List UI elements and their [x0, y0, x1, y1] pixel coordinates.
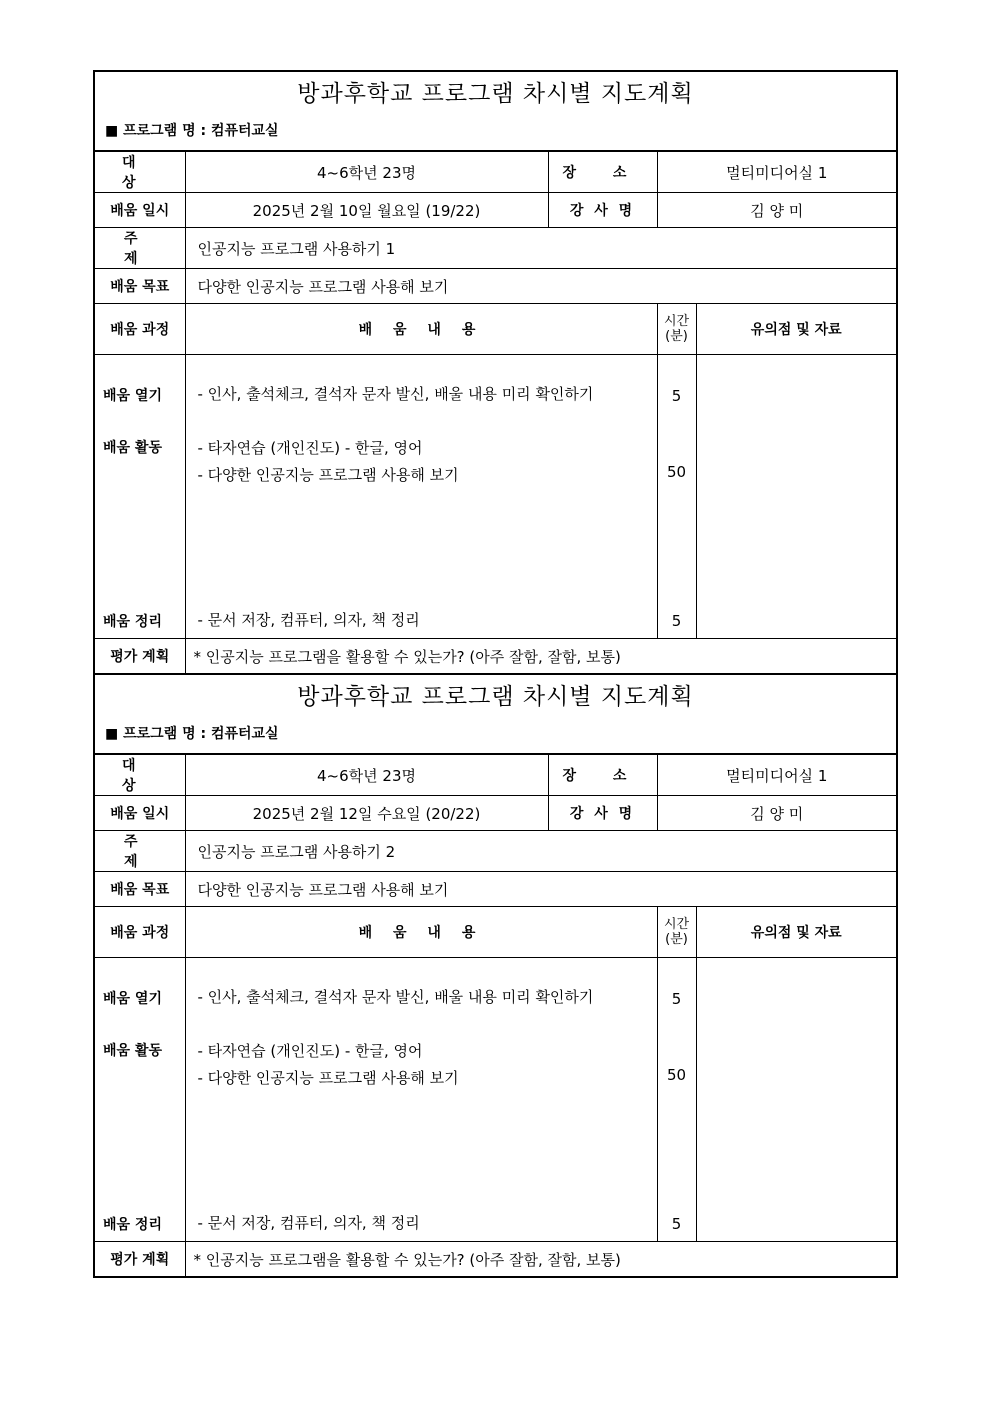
eval-label: 평가 계획 — [95, 1242, 185, 1277]
time-activity: 50 — [666, 1066, 687, 1084]
eval-value: * 인공지능 프로그램을 활용할 수 있는가? (아주 잘함, 잘함, 보통) — [185, 639, 896, 674]
content-activity-1: - 타자연습 (개인진도) - 한글, 영어 — [197, 1042, 423, 1060]
instructor-value: 김 양 미 — [657, 193, 896, 228]
eval-value: * 인공지능 프로그램을 활용할 수 있는가? (아주 잘함, 잘함, 보통) — [185, 1242, 896, 1277]
notes-column — [696, 355, 896, 639]
topic-value: 인공지능 프로그램 사용하기 1 — [185, 228, 896, 269]
time-close: 5 — [671, 1215, 682, 1233]
instructor-label: 강 사 명 — [548, 796, 657, 831]
time-label-line2: (분) — [665, 932, 688, 947]
content-column — [185, 355, 657, 639]
eval-label: 평가 계획 — [95, 639, 185, 674]
stage-open: 배움 열기 — [103, 388, 162, 404]
content-column — [185, 958, 657, 1242]
stage-activity: 배움 활동 — [103, 440, 162, 456]
notes-column — [696, 958, 896, 1242]
stage-column — [95, 958, 185, 1242]
content-label: 배 움 내 용 — [185, 907, 657, 958]
content-open: - 인사, 출석체크, 결석자 문자 발신, 배울 내용 미리 확인하기 — [197, 385, 594, 403]
lesson-plan-2 — [93, 673, 898, 1278]
time-activity: 50 — [666, 463, 687, 481]
process-label: 배움 과정 — [95, 907, 185, 958]
place-label: 장 소 — [548, 755, 657, 796]
target-label: 대 상 — [95, 755, 185, 796]
date-label: 배움 일시 — [95, 796, 185, 831]
process-label: 배움 과정 — [95, 304, 185, 355]
stage-column — [95, 355, 185, 639]
place-value: 멀티미디어실 1 — [657, 755, 896, 796]
topic-value: 인공지능 프로그램 사용하기 2 — [185, 831, 896, 872]
time-column — [657, 958, 696, 1242]
target-label: 대 상 — [95, 152, 185, 193]
date-value: 2025년 2월 12일 수요일 (20/22) — [185, 796, 548, 831]
place-label: 장 소 — [548, 152, 657, 193]
time-label-line1: 시간 — [663, 917, 690, 932]
time-label-line1: 시간 — [663, 314, 690, 329]
stage-activity: 배움 활동 — [103, 1043, 162, 1059]
stage-close: 배움 정리 — [103, 614, 162, 630]
notes-label: 유의점 및 자료 — [696, 907, 896, 958]
goal-value: 다양한 인공지능 프로그램 사용해 보기 — [185, 269, 896, 304]
program-name: ■ 프로그램 명 : 컴퓨터교실 — [95, 719, 896, 754]
time-open: 5 — [671, 990, 682, 1008]
time-open: 5 — [671, 387, 682, 405]
program-name: ■ 프로그램 명 : 컴퓨터교실 — [95, 116, 896, 151]
content-activity-2: - 다양한 인공지능 프로그램 사용해 보기 — [197, 1069, 459, 1087]
instructor-value: 김 양 미 — [657, 796, 896, 831]
lesson-plan-1 — [93, 70, 898, 675]
topic-label: 주 제 — [95, 228, 185, 269]
stage-open: 배움 열기 — [103, 991, 162, 1007]
content-activity-2: - 다양한 인공지능 프로그램 사용해 보기 — [197, 466, 459, 484]
date-label: 배움 일시 — [95, 193, 185, 228]
time-column — [657, 355, 696, 639]
time-close: 5 — [671, 612, 682, 630]
goal-label: 배움 목표 — [95, 269, 185, 304]
plan-title: 방과후학교 프로그램 차시별 지도계획 — [297, 684, 694, 710]
instructor-label: 강 사 명 — [548, 193, 657, 228]
stage-close: 배움 정리 — [103, 1217, 162, 1233]
target-value: 4~6학년 23명 — [185, 755, 548, 796]
place-value: 멀티미디어실 1 — [657, 152, 896, 193]
plan-table — [95, 151, 896, 673]
plan-title: 방과후학교 프로그램 차시별 지도계획 — [297, 81, 694, 107]
notes-label: 유의점 및 자료 — [696, 304, 896, 355]
time-label-line2: (분) — [665, 329, 688, 344]
topic-label: 주 제 — [95, 831, 185, 872]
content-close: - 문서 저장, 컴퓨터, 의자, 책 정리 — [197, 611, 420, 629]
time-label — [657, 907, 696, 958]
content-open: - 인사, 출석체크, 결석자 문자 발신, 배울 내용 미리 확인하기 — [197, 988, 594, 1006]
goal-label: 배움 목표 — [95, 872, 185, 907]
target-value: 4~6학년 23명 — [185, 152, 548, 193]
content-close: - 문서 저장, 컴퓨터, 의자, 책 정리 — [197, 1214, 420, 1232]
content-activity-1: - 타자연습 (개인진도) - 한글, 영어 — [197, 439, 423, 457]
time-label — [657, 304, 696, 355]
content-label: 배 움 내 용 — [185, 304, 657, 355]
goal-value: 다양한 인공지능 프로그램 사용해 보기 — [185, 872, 896, 907]
date-value: 2025년 2월 10일 월요일 (19/22) — [185, 193, 548, 228]
plan-table — [95, 754, 896, 1276]
